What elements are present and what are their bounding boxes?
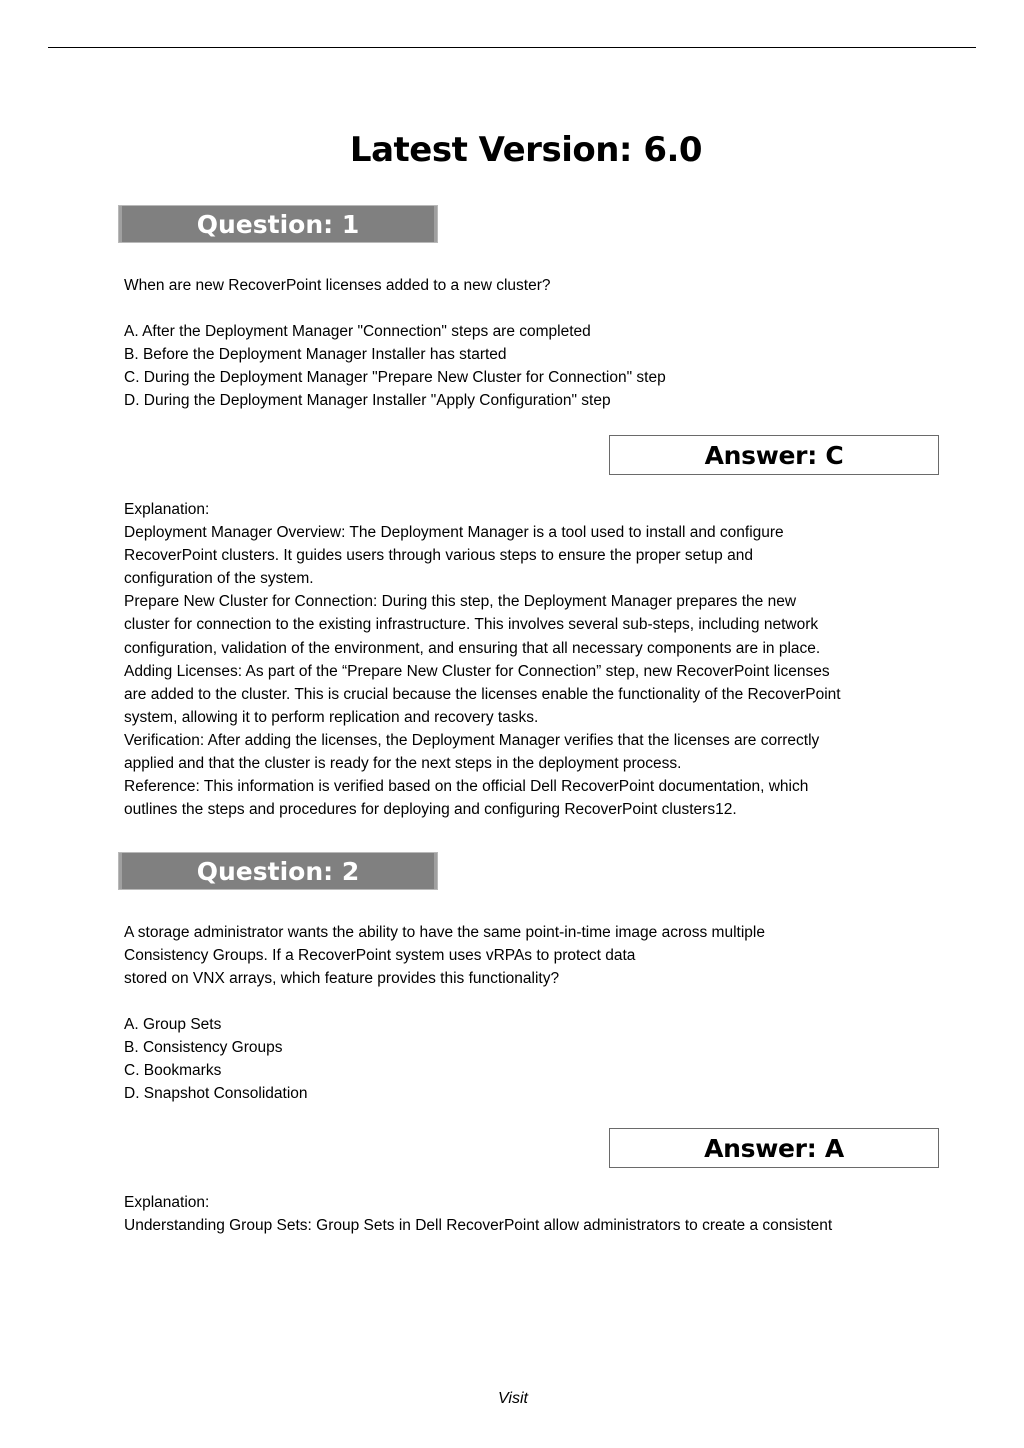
explanation-line: Explanation:	[124, 501, 210, 518]
explanation-line: applied and that the cluster is ready for the next steps in the deployment process.	[124, 755, 682, 773]
question-1-answer-box	[609, 435, 939, 475]
explanation-line: Prepare New Cluster for Connection: During this step, the Deployment Manager prepares the new	[124, 593, 797, 611]
question-1-option-b: B. Before the Deployment Manager Installer has started	[124, 346, 507, 364]
explanation-line: Adding Licenses: As part of the “Prepare New Cluster for Connection” step, new RecoverPoint licenses	[124, 662, 830, 680]
question-2-header-label: Question: 2	[196, 857, 360, 886]
explanation-line: cluster for connection to the existing infrastructure. This involves several sub-steps, including network	[124, 616, 819, 634]
question-2-answer: Answer: A	[704, 1134, 844, 1163]
question-2-explanation	[124, 1191, 944, 1237]
question-2-option-c: C. Bookmarks	[124, 1062, 222, 1080]
question-1-answer: Answer: C	[704, 441, 844, 470]
question-2-header	[118, 852, 438, 890]
question-1-option-c: C. During the Deployment Manager "Prepare New Cluster for Connection" step	[124, 369, 666, 387]
explanation-line: Deployment Manager Overview: The Deployment Manager is a tool used to install and configure	[124, 524, 784, 542]
explanation-line: Explanation:	[124, 1194, 210, 1211]
question-1-stem-line: When are new RecoverPoint licenses added to a new cluster?	[124, 277, 551, 294]
document-title: Latest Version: 6.0	[349, 130, 703, 170]
question-2-answer-box	[609, 1128, 939, 1168]
question-1-options	[124, 320, 944, 412]
explanation-line: are added to the cluster. This is crucial because the licenses enable the functionality of the RecoverPoint	[124, 685, 841, 703]
explanation-line: outlines the steps and procedures for deploying and configuring RecoverPoint clusters12.	[124, 801, 737, 819]
question-1-header-label: Question: 1	[196, 210, 360, 239]
question-1-stem	[124, 274, 944, 297]
question-2-option-b: B. Consistency Groups	[124, 1039, 283, 1057]
explanation-line: configuration of the system.	[124, 570, 314, 588]
explanation-line: configuration, validation of the environment, and ensuring that all necessary components are in place.	[124, 639, 821, 657]
explanation-line: Reference: This information is verified based on the official Dell RecoverPoint documentation, which	[124, 778, 809, 796]
question-1-option-d: D. During the Deployment Manager Installer "Apply Configuration" step	[124, 392, 611, 410]
question-2-options	[124, 1013, 944, 1105]
explanation-line: system, allowing it to perform replication and recovery tasks.	[124, 708, 539, 726]
question-2-stem-line: stored on VNX arrays, which feature provides this functionality?	[124, 970, 560, 988]
top-rule	[48, 47, 976, 48]
question-2-option-a: A. Group Sets	[124, 1016, 222, 1033]
question-1-explanation	[124, 498, 944, 821]
question-2-option-d: D. Snapshot Consolidation	[124, 1085, 308, 1103]
question-2-stem-line: A storage administrator wants the ability to have the same point-in-time image across multiple	[124, 924, 765, 941]
explanation-line: Understanding Group Sets: Group Sets in Dell RecoverPoint allow administrators to create a consistent	[124, 1217, 833, 1235]
explanation-line: RecoverPoint clusters. It guides users through various steps to ensure the proper setup and	[124, 547, 753, 565]
question-1-header	[118, 205, 438, 243]
footer-visit-link[interactable]: Visit	[498, 1390, 528, 1407]
question-2-stem	[124, 921, 944, 990]
question-1-option-a: A. After the Deployment Manager "Connection" steps are completed	[124, 323, 591, 340]
question-2-stem-line: Consistency Groups. If a RecoverPoint system uses vRPAs to protect data	[124, 947, 636, 965]
explanation-line: Verification: After adding the licenses, the Deployment Manager verifies that the licenses are correctly	[124, 731, 820, 749]
